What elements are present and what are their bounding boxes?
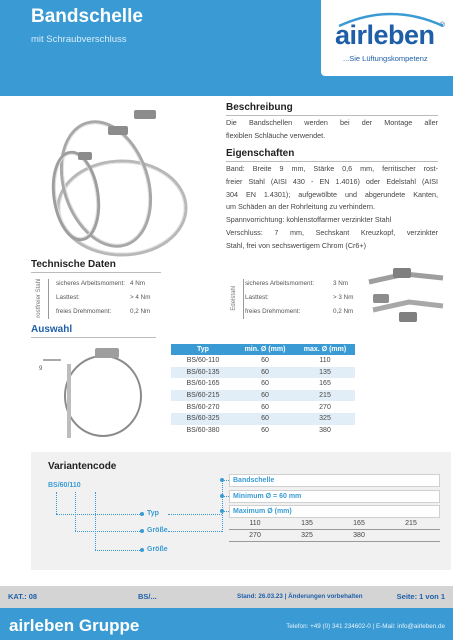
beschreibung-heading: Beschreibung	[226, 102, 293, 113]
hose-clamps-image	[48, 98, 208, 258]
cell-min: 60	[261, 380, 269, 388]
table-header	[171, 344, 355, 355]
logo-word: airleben	[335, 20, 435, 50]
eigenschaften-line: freier Stahl (AISI 430 - EN 1.4016) oder Edelstahl (AISI	[226, 176, 438, 186]
footer-banner	[0, 608, 453, 640]
td-value: 4 Nm	[130, 280, 146, 287]
label-groesse: Größe	[147, 546, 168, 553]
td-value: > 3 Nm	[333, 294, 354, 301]
diameter-value: 135	[301, 520, 313, 527]
diameter-value: 380	[353, 532, 365, 539]
cell-min: 60	[261, 368, 269, 376]
td-label: Lasttest:	[56, 294, 80, 301]
td-value: > 4 Nm	[130, 294, 151, 301]
cell-max: 215	[319, 392, 331, 400]
connector-line	[75, 531, 142, 532]
technische-daten-heading: Technische Daten	[31, 259, 116, 270]
box-bandschelle: Bandschelle	[229, 474, 440, 487]
cell-min: 60	[261, 392, 269, 400]
connector-dot	[140, 529, 144, 533]
diameter-value: 215	[405, 520, 417, 527]
connector-line	[222, 480, 229, 481]
page-title: Bandschelle	[31, 6, 143, 27]
connector-line	[222, 480, 223, 532]
table-body	[171, 355, 355, 436]
table-row	[171, 390, 355, 402]
side-label-rostfreier-stahl	[31, 279, 49, 319]
connector-line	[222, 496, 229, 497]
eigenschaften-heading: Eigenschaften	[226, 148, 295, 159]
cell-max: 325	[319, 415, 331, 423]
eigenschaften-line: Verschluss: 7 mm, Sechskant Kreuzkopf, verzinkter	[226, 227, 438, 237]
footer-code: BS/...	[138, 592, 157, 601]
cell-typ: BS/60-325	[186, 415, 220, 423]
logo-registered-mark: ®	[439, 22, 445, 29]
eigenschaften-line: Spannvorrichtung: kohlenstoffarmer verzinkter Stahl	[226, 215, 392, 225]
connector-line	[56, 492, 57, 514]
td-label: sicheres Arbeitsmoment:	[245, 280, 314, 287]
auswahl-table	[171, 344, 355, 436]
eigenschaften-text	[226, 163, 438, 253]
cell-typ: BS/60-110	[186, 357, 220, 365]
eigenschaften-rule	[226, 161, 438, 162]
eigenschaften-line: Stahl, frei von sechswertigem Chrom (Cr6+)	[226, 240, 367, 250]
footer-stand: Stand: 26.03.23 | Änderungen vorbehalten	[237, 593, 363, 600]
column-header: min. Ø (mm)	[244, 346, 286, 353]
td-label: freies Drehmoment:	[56, 308, 112, 315]
td-value: 0,2 Nm	[333, 308, 354, 315]
svg-text:9: 9	[39, 366, 43, 372]
diameter-value: 325	[301, 532, 313, 539]
table-row	[171, 401, 355, 413]
cell-typ: BS/60-270	[186, 403, 220, 411]
cell-max: 380	[319, 426, 331, 434]
clamp-detail-image	[365, 262, 447, 330]
connector-line	[56, 514, 142, 515]
cell-typ: BS/60-135	[186, 368, 220, 376]
cell-typ: BS/60-215	[186, 392, 220, 400]
beschreibung-rule	[226, 115, 438, 116]
table-row	[171, 355, 355, 367]
eigenschaften-line: um Schäden an der Rohrleitung zu verhindern.	[226, 202, 376, 212]
box-maximum: Maximum Ø (mm)	[229, 505, 440, 518]
logo-tagline: ...Sie Lüftungskompetenz	[343, 54, 428, 63]
table-row	[171, 413, 355, 425]
side-label-text: Edelstahl	[230, 285, 237, 311]
diameter-row	[229, 518, 440, 530]
connector-line	[168, 514, 222, 515]
td-value: 0,2 Nm	[130, 308, 151, 315]
eigenschaften-line: 304 EN 1.4301); aufgewölbte und abgerundete Kanten,	[226, 189, 438, 199]
column-header: Typ	[197, 346, 209, 353]
cell-min: 60	[261, 357, 269, 365]
beschreibung-line: flexiblen Schläuche verwendet.	[226, 130, 326, 140]
table-row	[171, 378, 355, 390]
logo-arc-icon	[335, 8, 447, 28]
connector-dot	[140, 548, 144, 552]
box-minimum: Minimum Ø = 60 mm	[229, 490, 440, 503]
diameter-value: 165	[353, 520, 365, 527]
column-header: max. Ø (mm)	[303, 346, 347, 353]
cell-min: 60	[261, 403, 269, 411]
cell-min: 60	[261, 415, 269, 423]
cell-typ: BS/60-165	[186, 380, 220, 388]
side-label-edelstahl	[226, 279, 244, 319]
page-subtitle: mit Schraubverschluss	[31, 34, 127, 45]
cell-min: 60	[261, 426, 269, 434]
cell-max: 110	[319, 357, 331, 365]
technische-daten-rule	[31, 272, 161, 273]
beschreibung-line: Die Bandschellen werden bei der Montage aller	[226, 118, 438, 127]
variant-code: BS/60/110	[48, 482, 81, 489]
eigenschaften-line: Band: Breite 9 mm, Stärke 0,6 mm, ferritischer rost-	[226, 164, 438, 173]
table-row	[171, 425, 355, 437]
connector-line	[75, 492, 76, 531]
td-value: 3 Nm	[333, 280, 349, 287]
label-groesse: Größe	[147, 527, 168, 534]
auswahl-rule	[31, 337, 156, 338]
footer-group-name: airleben Gruppe	[9, 616, 140, 635]
footer-contact: Telefon: +49 (0) 341 234602-0 | E-Mail: info@airleben.de	[286, 623, 445, 630]
diameter-row	[229, 530, 440, 542]
td-label: sicheres Arbeitsmoment:	[56, 280, 125, 287]
diameter-value: 110	[249, 520, 261, 527]
connector-line	[95, 550, 142, 551]
diameter-grid	[229, 518, 440, 542]
auswahl-heading: Auswahl	[31, 324, 73, 335]
connector-line	[95, 492, 96, 550]
logo	[321, 0, 453, 76]
diameter-value: 270	[249, 532, 261, 539]
cell-typ: BS/60-380	[186, 426, 220, 434]
footer-seite: Seite: 1 von 1	[396, 592, 445, 601]
cell-max: 165	[319, 380, 331, 388]
connector-line	[222, 511, 229, 512]
header-banner	[0, 0, 453, 96]
cell-max: 135	[319, 368, 331, 376]
side-label-text: rostfreier Stahl	[35, 278, 42, 318]
connector-dot	[140, 512, 144, 516]
cell-max: 270	[319, 403, 331, 411]
td-label: Lasttest:	[245, 294, 269, 301]
footer-info-bar	[0, 586, 453, 608]
label-typ: Typ	[147, 510, 159, 517]
beschreibung-text	[226, 117, 438, 143]
connector-line	[168, 531, 222, 532]
td-label: freies Drehmoment:	[245, 308, 301, 315]
footer-kat: KAT.: 08	[8, 592, 38, 601]
table-row	[171, 367, 355, 379]
clamp-drawing-image	[31, 340, 161, 446]
variantencode-heading: Variantencode	[48, 461, 117, 472]
